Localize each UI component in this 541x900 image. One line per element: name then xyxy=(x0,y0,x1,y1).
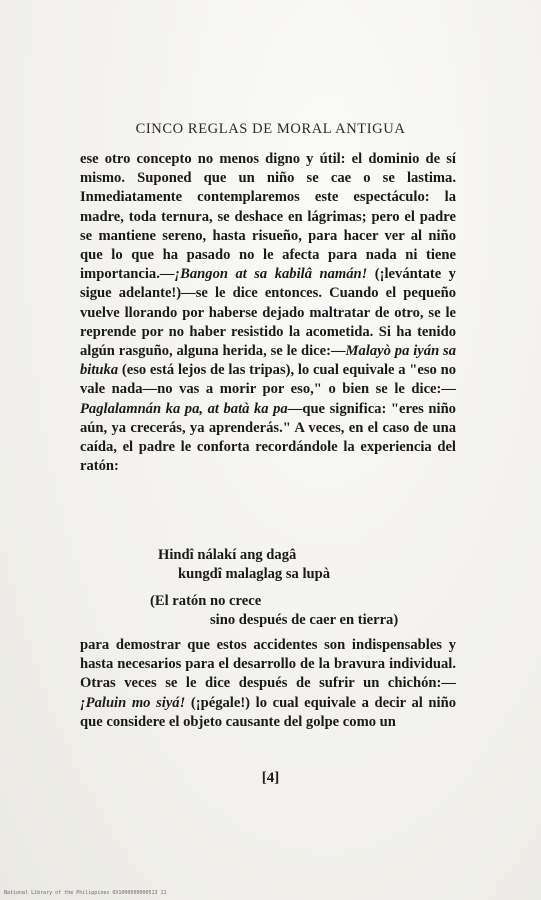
proverb-translation-line-1: (El ratón no crece xyxy=(150,593,262,609)
running-title: CINCO REGLAS DE MORAL ANTIGUA xyxy=(135,121,406,137)
proverb-line-1: Hindî nálakí ang dagâ xyxy=(158,547,297,563)
paragraph-2 xyxy=(80,636,456,732)
paragraph-1-tagalog-a: ¡Bangon at sa kabilâ namán! xyxy=(174,266,368,283)
paragraph-1-text-d: —que significa: "eres niño aún, ya crecerás, ya aprenderás." A veces, en el caso de una caída, el padre le conforta recordándole la experiencia del ratón: xyxy=(80,400,456,475)
paragraph-1-text-c: (eso está lejos de las tripas), lo cual equivale a "eso no vale nada—no vas a morir por eso," o bien se le dice:— xyxy=(80,362,456,398)
paragraph-1-text-a: ese otro concepto no menos digno y útil: el dominio de sí mismo. Suponed que un niño se cae o se lastima. Inmediatamente contemplaremos este espectáculo: la madre, toda ternura, se deshace en lágrimas; pero el padre se mantiene sereno, hasta risueño, para hacer ver al niño que lo que ha pasado no le afecta para nada ni tiene importancia.— xyxy=(80,151,456,283)
paragraph-1-tagalog-c: Paglalamnán ka pa, at batà ka pa xyxy=(80,400,288,417)
paragraph-2-text-a: para demostrar que estos accidentes son indispensables y hasta necesarios para el desarrollo de la bravura individual. Otras veces se le dice después de sufrir un chichón:— xyxy=(80,637,456,692)
library-stamp: National Library of the Philippines 0X1000000000513 11 xyxy=(4,890,167,896)
paragraph-1 xyxy=(80,150,456,476)
paragraph-1-tagalog-b: Malayò pa iyán sa bituka xyxy=(80,343,457,379)
paragraph-2-text-b: (¡pégale!) lo cual equivale a decir al niño que considere el objeto causante del golpe como un xyxy=(80,694,456,730)
paragraph-1-text-b: (¡levántate y sigue adelante!)—se le dice entonces. Cuando el pequeño vuelve llorando por haberse dejado maltratar de otro, se le reprende por no haber resistido la acometida. Si ha tenido algún rasguño, alguna herida, se le dice:— xyxy=(80,266,456,360)
proverb-translation-line-2: sino después de caer en tierra) xyxy=(210,612,399,628)
proverb-line-2: kungdî malaglag sa lupà xyxy=(178,566,331,582)
paragraph-2-tagalog-a: ¡Paluin mo siyá! xyxy=(80,694,186,711)
page-number: [4] xyxy=(261,770,280,786)
